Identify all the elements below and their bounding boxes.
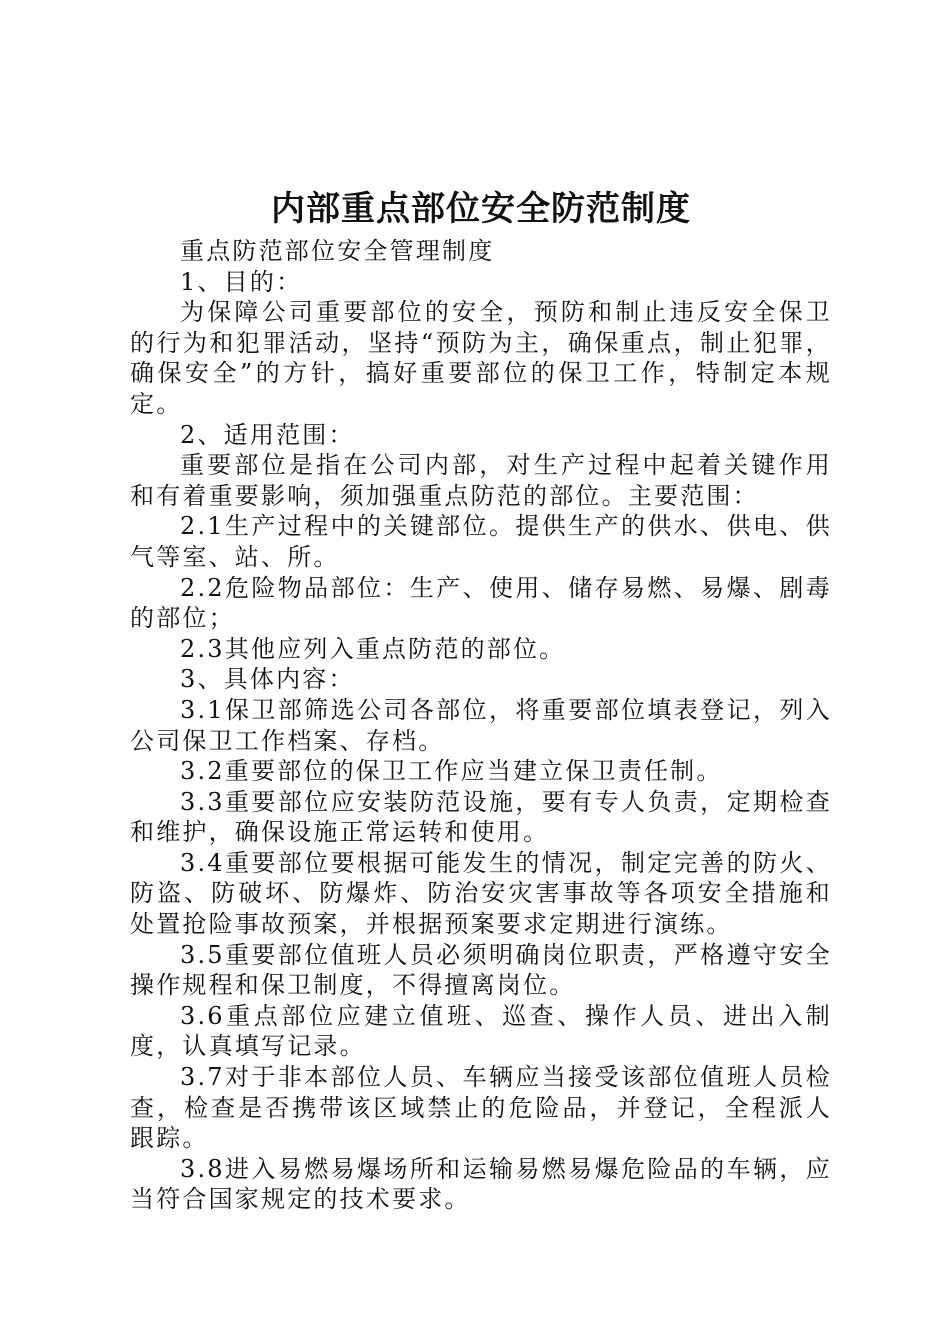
clause-3-7: 3.7对于非本部位人员、车辆应当接受该部位值班人员检查，检查是否携带该区域禁止的危险品，并登记，全程派人跟踪。 — [130, 1063, 832, 1153]
paragraph-purpose: 为保障公司重要部位的安全，预防和制止违反安全保卫的行为和犯罪活动，坚持“预防为主，确保重点，制止犯罪，确保安全”的方针，搞好重要部位的保卫工作，特制定本规定。 — [130, 298, 832, 418]
heading-content: 3、具体内容： — [180, 665, 355, 694]
clause-2-2: 2.2危险物品部位：生产、使用、储存易燃、易爆、剧毒的部位； — [130, 573, 832, 633]
clause-3-3: 3.3重要部位应安装防范设施，要有专人负责，定期检查和维护，确保设施正常运转和使用。 — [130, 787, 832, 847]
paragraph-scope: 重要部位是指在公司内部，对生产过程中起着关键作用和有着重要影响，须加强重点防范的部位。主要范围： — [130, 451, 832, 510]
document-title: 内部重点部位安全防范制度 — [271, 189, 691, 229]
heading-purpose: 1、目的： — [180, 267, 303, 296]
paragraph-subtitle: 重点防范部位安全管理制度 — [180, 237, 495, 265]
document-page — [130, 0, 832, 1344]
clause-3-5: 3.5重要部位值班人员必须明确岗位职责，严格遵守安全操作规程和保卫制度，不得擅离岗位。 — [130, 940, 832, 1000]
clause-2-3: 2.3其他应列入重点防范的部位。 — [180, 634, 566, 663]
heading-scope: 2、适用范围： — [180, 420, 355, 449]
clause-3-4: 3.4重要部位要根据可能发生的情况，制定完善的防火、防盗、防破坏、防爆炸、防治安灾害事故等各项安全措施和处置抢险事故预案，并根据预案要求定期进行演练。 — [130, 848, 832, 939]
clause-3-8: 3.8进入易燃易爆场所和运输易燃易爆危险品的车辆，应当符合国家规定的技术要求。 — [130, 1154, 832, 1214]
clause-2-1: 2.1生产过程中的关键部位。提供生产的供水、供电、供气等室、站、所。 — [130, 512, 832, 571]
document-body — [130, 236, 832, 1215]
clause-3-2: 3.2重要部位的保卫工作应当建立保卫责任制。 — [180, 757, 723, 786]
clause-3-1: 3.1保卫部筛选公司各部位，将重要部位填表登记，列入公司保卫工作档案、存档。 — [130, 695, 832, 755]
clause-3-6: 3.6重点部位应建立值班、巡查、操作人员、进出入制度，认真填写记录。 — [130, 1001, 832, 1061]
